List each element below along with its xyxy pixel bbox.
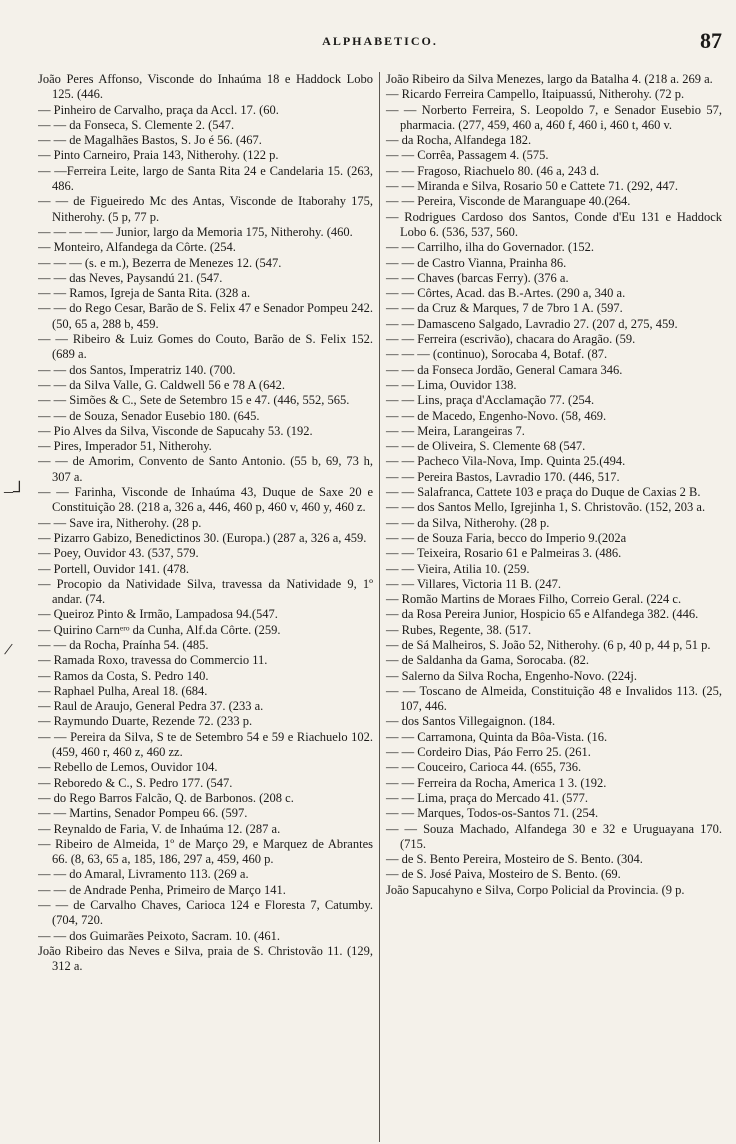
directory-entry: — — de Oliveira, S. Clemente 68 (547.	[386, 439, 586, 454]
directory-entry: — Reynaldo de Faria, V. de Inhaúma 12. (287 a.	[38, 821, 281, 836]
directory-entry: — — Ribeiro & Luiz Gomes do Couto, Barão de S. Felix 152. (689 a.	[38, 332, 373, 362]
directory-entry: — — Ferreira (escrivão), chacara do Aragão. (59.	[386, 332, 636, 347]
directory-entry: — — da Fonseca, S. Clemente 2. (547.	[38, 117, 235, 132]
directory-entry: João Ribeiro da Silva Menezes, largo da Batalha 4. (218 a. 269 a.	[386, 72, 713, 86]
directory-entry: — Queiroz Pinto & Irmão, Lampadosa 94.(547.	[38, 607, 278, 622]
directory-entry: — — Marques, Todos-os-Santos 71. (254.	[386, 806, 599, 821]
directory-entry: — — dos Guimarães Peixoto, Sacram. 10. (461.	[38, 928, 280, 943]
directory-entry: — da Rosa Pereira Junior, Hospicio 65 e Alfandega 382. (446.	[386, 607, 699, 622]
directory-entry: — — da Silva, Nitherohy. (28 p.	[386, 515, 550, 530]
margin-mark: /	[3, 638, 14, 660]
directory-entry: — — Pereira, Visconde de Maranguape 40.(264.	[386, 194, 631, 209]
page-header	[38, 8, 722, 72]
directory-entry: — — de Carvalho Chaves, Carioca 124 e Floresta 7, Catumby. (704, 720.	[38, 898, 373, 928]
directory-entry: — — Toscano de Almeida, Constituição 48 e Invalidos 113. (25, 107, 446.	[386, 683, 722, 714]
directory-entry: — — Martins, Senador Pompeu 66. (597.	[38, 806, 248, 821]
margin-mark: –┘	[4, 481, 26, 501]
directory-entry: — Ricardo Ferreira Campello, Itaipuassú, Nitherohy. (72 p.	[386, 87, 685, 102]
directory-entry: — — Save ira, Nitherohy. (28 p.	[38, 515, 202, 530]
directory-entry: — — Pereira Bastos, Lavradio 170. (446, 517.	[386, 469, 620, 484]
directory-entry: — — da Fonseca Jordão, General Camara 346.	[386, 362, 623, 377]
directory-entry: — Salerno da Silva Rocha, Engenho-Novo. (224j.	[386, 668, 637, 683]
directory-entry: — — Chaves (barcas Ferry). (376 a.	[386, 270, 569, 285]
directory-entry: — — — (s. e m.), Bezerra de Menezes 12. (547.	[38, 255, 282, 270]
directory-entry: — Pizarro Gabizo, Benedictinos 30. (Europa.) (287 a, 326 a, 459.	[38, 530, 367, 545]
directory-entry: — — Salafranca, Cattete 103 e praça do Duque de Caxias 2 B.	[386, 485, 701, 500]
directory-entry: — Monteiro, Alfandega da Côrte. (254.	[38, 240, 236, 255]
directory-entry: — — Miranda e Silva, Rosario 50 e Cattete 71. (292, 447.	[386, 179, 678, 194]
directory-entry: — Rodrigues Cardoso dos Santos, Conde d'Eu 131 e Haddock Lobo 6. (536, 537, 560.	[386, 209, 722, 239]
directory-entry: — — Lins, praça d'Acclamação 77. (254.	[386, 393, 595, 408]
directory-entry: — dos Santos Villegaignon. (184.	[386, 714, 556, 729]
directory-entry: — Poey, Ouvidor 43. (537, 579.	[38, 546, 199, 561]
directory-entry: — — da Silva Valle, G. Caldwell 56 e 78 A (642.	[38, 377, 285, 392]
directory-entry: — — de Figueiredo Mc des Antas, Visconde de Itaborahy 175, Nitherohy. (5 p, 77 p.	[38, 194, 373, 224]
right-column	[380, 72, 722, 1142]
directory-entry: — — Fragoso, Riachuelo 80. (46 a, 243 d.	[386, 163, 600, 178]
directory-entry: — — Corrêa, Passagem 4. (575.	[386, 148, 549, 163]
directory-entry: — Pio Alves da Silva, Visconde de Sapucahy 53. (192.	[38, 423, 313, 438]
directory-entry: João Peres Affonso, Visconde do Inhaúma 18 e Haddock Lobo 125. (446.	[38, 72, 373, 102]
directory-entry: — Rubes, Regente, 38. (517.	[386, 622, 532, 637]
directory-entry: — — Carramona, Quinta da Bôa-Vista. (16.	[386, 729, 608, 744]
directory-entry: — — — (continuo), Sorocaba 4, Botaf. (87.	[386, 347, 608, 362]
directory-entry: — de S. José Paiva, Mosteiro de S. Bento. (69.	[386, 867, 621, 882]
page-number: 87	[700, 28, 722, 53]
directory-entry: — — Farinha, Visconde de Inhaúma 43, Duque de Saxe 20 e Constituição 28. (218 a, 326 a, 446, 460 p, 460 v, 460 y, 460 z.	[38, 485, 373, 515]
directory-entry: — Pinto Carneiro, Praia 143, Nitherohy. (122 p.	[38, 148, 279, 163]
directory-entry: — — Ramos, Igreja de Santa Rita. (328 a.	[38, 286, 251, 301]
directory-entry: — — Pacheco Vila-Nova, Imp. Quinta 25.(494.	[386, 454, 626, 469]
directory-entry: — Raphael Pulha, Areal 18. (684.	[38, 683, 208, 698]
directory-entry: — Procopio da Natividade Silva, travessa da Natividade 9, 1º andar. (74.	[38, 576, 373, 607]
directory-entry: — — Meira, Larangeiras 7.	[386, 423, 525, 438]
directory-entry: — — Lima, Ouvidor 138.	[386, 377, 517, 392]
directory-entry: — Reboredo & C., S. Pedro 177. (547.	[38, 775, 233, 790]
directory-entry: — — Souza Machado, Alfandega 30 e 32 e Uruguayana 170. (715.	[386, 821, 722, 851]
directory-entry: — — Damasceno Salgado, Lavradio 27. (207 d, 275, 459.	[386, 316, 678, 331]
directory-entry: — — Carrilho, ilha do Governador. (152.	[386, 240, 594, 255]
directory-entry: — de Saldanha da Gama, Sorocaba. (82.	[386, 653, 590, 668]
two-column-body	[38, 72, 722, 1142]
directory-entry: — —Ferreira Leite, largo de Santa Rita 24 e Candelaria 15. (263, 486.	[38, 163, 373, 194]
directory-entry: — Quirino Carnᵉʳᵒ da Cunha, Alf.da Côrte. (259.	[38, 622, 281, 637]
directory-entry: João Ribeiro das Neves e Silva, praia de S. Christovão 11. (129, 312 a.	[38, 943, 373, 974]
directory-entry: — — de Andrade Penha, Primeiro de Março 141.	[38, 882, 286, 897]
directory-entry: — — Villares, Victoria 11 B. (247.	[386, 576, 561, 591]
directory-entry: — Pires, Imperador 51, Nitherohy.	[38, 439, 212, 454]
directory-entry: — — Lima, praça do Mercado 41. (577.	[386, 790, 589, 805]
directory-entry: — do Rego Barros Falcão, Q. de Barbonos. (208 c.	[38, 790, 294, 805]
directory-entry: — — de Magalhães Bastos, S. Jo é 56. (467.	[38, 133, 262, 148]
directory-entry: — — — — — Junior, largo da Memoria 175, Nitherohy. (460.	[38, 224, 353, 239]
directory-entry: — da Rocha, Alfandega 182.	[386, 133, 532, 148]
directory-entry: — — de Souza Faria, becco do Imperio 9.(202a	[386, 530, 627, 545]
directory-entry: — de S. Bento Pereira, Mosteiro de S. Bento. (304.	[386, 852, 643, 867]
directory-entry: — — Vieira, Atilia 10. (259.	[386, 561, 530, 576]
directory-entry: — de Sá Malheiros, S. João 52, Nitherohy. (6 p, 40 p, 44 p, 51 p.	[386, 637, 711, 652]
directory-entry: — — Côrtes, Acad. das B.-Artes. (290 a, 340 a.	[386, 286, 626, 301]
directory-entry: — — de Macedo, Engenho-Novo. (58, 469.	[386, 408, 607, 423]
directory-entry: — — de Souza, Senador Eusebio 180. (645.	[38, 408, 260, 423]
directory-entry: — Pinheiro de Carvalho, praça da Accl. 17. (60.	[38, 102, 279, 117]
directory-entry: — — de Amorim, Convento de Santo Antonio. (55 b, 69, 73 h, 307 a.	[38, 454, 373, 484]
directory-entry: — Raul de Araujo, General Pedra 37. (233 a.	[38, 699, 264, 714]
directory-entry: — — da Cruz & Marques, 7 de 7bro 1 A. (597.	[386, 301, 623, 316]
left-column	[38, 72, 380, 1142]
directory-entry: — — Pereira da Silva, S te de Setembro 54 e 59 e Riachuelo 102. (459, 460 r, 460 z, 460 zz.	[38, 729, 373, 760]
directory-entry: — — de Castro Vianna, Prainha 86.	[386, 255, 567, 270]
directory-entry: — Rebello de Lemos, Ouvidor 104.	[38, 760, 218, 775]
directory-entry: — — Simões & C., Sete de Setembro 15 e 47. (446, 552, 565.	[38, 393, 350, 408]
directory-entry: — — Teixeira, Rosario 61 e Palmeiras 3. (486.	[386, 546, 622, 561]
directory-entry: — Ramada Roxo, travessa do Commercio 11.	[38, 653, 268, 668]
directory-entry: — — do Rego Cesar, Barão de S. Felix 47 e Senador Pompeu 242.(50, 65 a, 288 b, 459.	[38, 301, 373, 331]
directory-entry: — — dos Santos Mello, Igrejinha 1, S. Christovão. (152, 203 a.	[386, 500, 706, 515]
directory-entry: — — Cordeiro Dias, Páo Ferro 25. (261.	[386, 745, 591, 760]
directory-entry: — — Couceiro, Carioca 44. (655, 736.	[386, 760, 582, 775]
directory-entry: — Ribeiro de Almeida, 1º de Março 29, e Marquez de Abrantes 66. (8, 63, 65 a, 185, 186, 297 a, 459, 460 p.	[38, 836, 373, 867]
directory-entry: João Sapucahyno e Silva, Corpo Policial da Provincia. (9 p.	[386, 882, 685, 897]
directory-entry: — Raymundo Duarte, Rezende 72. (233 p.	[38, 714, 253, 729]
directory-entry: — — da Rocha, Praínha 54. (485.	[38, 637, 209, 652]
directory-entry: — — Ferreira da Rocha, America 1 3. (192.	[386, 775, 607, 790]
directory-entry: — — Norberto Ferreira, S. Leopoldo 7, e Senador Eusebio 57, pharmacia. (277, 459, 460 a, 460 f, 460 i, 460 t, 460 v.	[386, 102, 722, 132]
directory-entry: — Portell, Ouvidor 141. (478.	[38, 561, 190, 576]
directory-entry: — — dos Santos, Imperatriz 140. (700.	[38, 362, 236, 377]
directory-entry: — Romão Martins de Moraes Filho, Correio Geral. (224 c.	[386, 592, 682, 607]
directory-entry: — — das Neves, Paysandú 21. (547.	[38, 270, 223, 285]
running-title: ALPHABETICO.	[322, 34, 438, 48]
directory-entry: — — do Amaral, Livramento 113. (269 a.	[38, 867, 249, 882]
directory-entry: — Ramos da Costa, S. Pedro 140.	[38, 668, 209, 683]
